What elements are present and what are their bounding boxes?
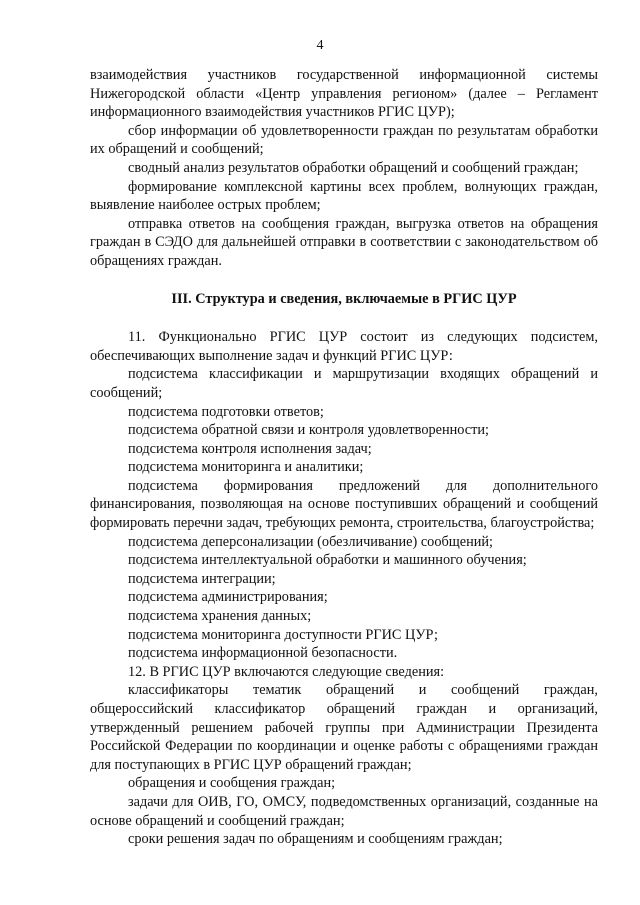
list-item: подсистема интеллектуальной обработки и машинного обучения; bbox=[128, 552, 527, 569]
paragraph-numbered: 11. Функционально РГИС ЦУР состоит из следующих подсистем, обеспечивающих выполнение задач и функций РГИС ЦУР: bbox=[90, 329, 598, 364]
paragraph: сводный анализ результатов обработки обращений и сообщений граждан; bbox=[128, 159, 579, 176]
list-item: подсистема хранения данных; bbox=[128, 608, 312, 625]
page-number: 4 bbox=[316, 38, 324, 53]
paragraph: сбор информации об удовлетворенности граждан по результатам обработки их обращений и сообщений; bbox=[90, 122, 598, 158]
list-item: подсистема администрирования; bbox=[128, 589, 328, 606]
list-item: обращения и сообщения граждан; bbox=[128, 775, 336, 792]
list-item: подсистема формирования предложений для дополнительного финансирования, позволяющая на основе поступивших обращений и сообщений формировать перечни задач, требующих ремонта, строительства, благоустройства; bbox=[90, 477, 598, 532]
list-item: подсистема обратной связи и контроля удовлетворенности; bbox=[128, 422, 489, 439]
list-item: классификаторы тематик обращений и сообщений граждан, общероссийский классификатор обращений граждан и организаций, утвержденный решением рабочей группы при Администрации Президента Российской Федерации по координации и оценке работы с обращениями граждан для поступающих в РГИС ЦУР обращений граждан; bbox=[90, 682, 598, 773]
list-item: подсистема мониторинга доступности РГИС ЦУР; bbox=[128, 626, 438, 643]
paragraph-continuation: взаимодействия участников государственной информационной системы Нижегородской области «Центр управления регионом» (далее – Регламент информационного взаимодействия участников РГИС ЦУР); bbox=[90, 67, 598, 121]
list-item: подсистема контроля исполнения задач; bbox=[128, 440, 372, 457]
document-body bbox=[90, 66, 598, 849]
paragraph: отправка ответов на сообщения граждан, выгрузка ответов на обращения граждан в СЭДО для дальнейшей отправки в соответствии с законодательством об обращениях граждан. bbox=[90, 215, 598, 269]
list-item: подсистема деперсонализации (обезличивание) сообщений; bbox=[128, 533, 494, 550]
list-item: подсистема информационной безопасности. bbox=[128, 645, 398, 662]
list-item: задачи для ОИВ, ГО, ОМСУ, подведомственных организаций, созданные на основе обращений и сообщений граждан; bbox=[90, 793, 598, 829]
list-item: подсистема классификации и маршрутизации входящих обращений и сообщений; bbox=[90, 366, 598, 401]
list-item: подсистема подготовки ответов; bbox=[128, 403, 324, 420]
list-item: подсистема интеграции; bbox=[128, 570, 276, 587]
paragraph-numbered: 12. В РГИС ЦУР включаются следующие сведения: bbox=[128, 663, 445, 680]
list-item: подсистема мониторинга и аналитики; bbox=[128, 459, 364, 476]
paragraph: формирование комплексной картины всех проблем, волнующих граждан, выявление наиболее острых проблем; bbox=[90, 178, 598, 214]
section-heading: III. Структура и сведения, включаемые в РГИС ЦУР bbox=[171, 290, 517, 307]
list-item: сроки решения задач по обращениям и сообщениям граждан; bbox=[128, 831, 503, 848]
